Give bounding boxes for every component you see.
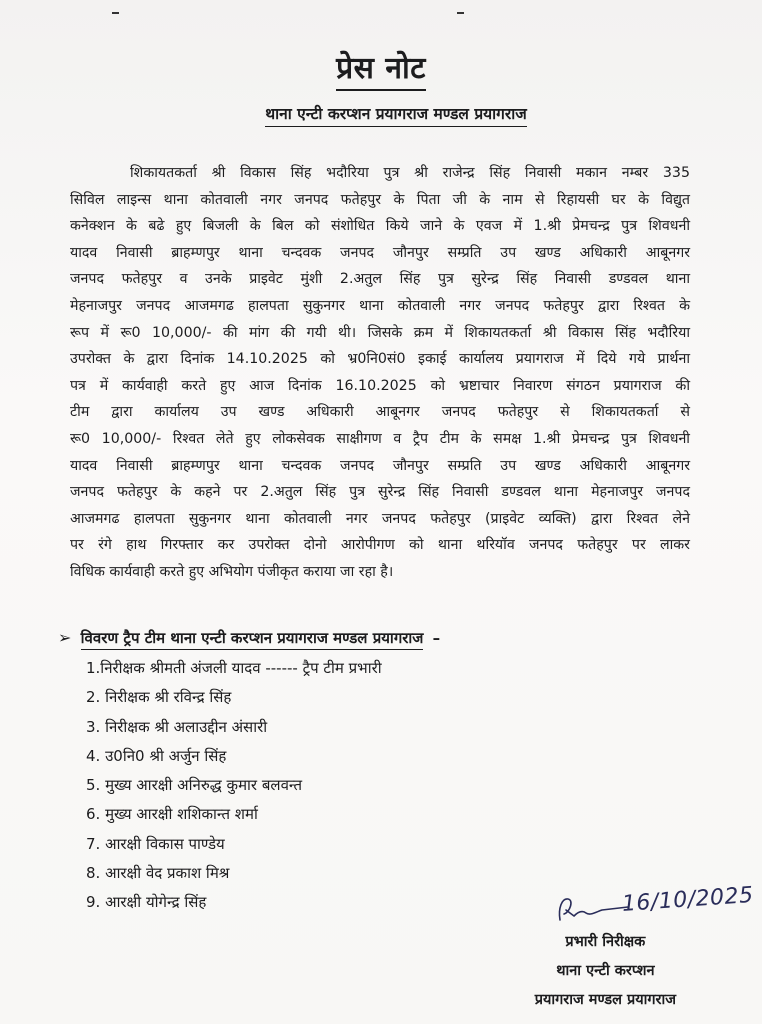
body-paragraph (70, 160, 690, 586)
document-subtitle-container (0, 102, 762, 127)
team-member-item: 9. आरक्षी योगेन्द्र सिंह (86, 893, 207, 912)
body-line: पत्र में कार्यवाही करते हुए आज दिनांक 16.10.2025 को भ्रष्टाचार निवारण संगठन प्रयागराज की (70, 377, 690, 394)
body-line: यादव निवासी ब्राहम्णपुर थाना चन्दवक जनपद जौनपुर सम्प्रति उप खण्ड अधिकारी आबूनगर (70, 457, 690, 474)
body-line: सिविल लाइन्स थाना कोतवाली नगर जनपद फतेहपुर के पिता जी के नाम से रिहायसी घर के विद्युत (70, 191, 690, 208)
signatory-location: प्रयागराज मण्डल प्रयागराज (534, 992, 676, 1008)
document-title-container (0, 46, 762, 91)
team-member-item: 8. आरक्षी वेद प्रकाश मिश्र (86, 864, 230, 883)
team-member-item: 3. निरीक्षक श्री अलाउद्दीन अंसारी (86, 717, 268, 736)
team-member-item: 4. उ0नि0 श्री अर्जुन सिंह (86, 746, 227, 765)
body-line: टीम द्वारा कार्यालय उप खण्ड अधिकारी आबूनगर जनपद फतेहपुर से शिकायतकर्ता से (70, 404, 690, 421)
body-line: यादव निवासी ब्राहम्णपुर थाना चन्दवक जनपद जौनपुर सम्प्रति उप खण्ड अधिकारी आबूनगर (70, 244, 690, 261)
body-line: रू0 10,000/- रिश्वत लेते हुए लोकसेवक साक्षीगण व ट्रैप टीम के समक्ष 1.श्री प्रेमचन्द्र पुत्र शिवधनी (70, 430, 690, 447)
trap-team-list (86, 654, 382, 918)
body-line: कनेक्शन के बढे हुए बिजली के बिल को संशोधित किये जाने के एवज में 1.श्री प्रेमचन्द्र पुत्र शिवधनी (70, 218, 690, 235)
signatory-office: थाना एन्टी करप्शन (556, 963, 655, 979)
team-member-item: 5. मुख्य आरक्षी अनिरुद्ध कुमार बलवन्त (86, 776, 303, 795)
signatory-block (535, 928, 676, 1015)
document-subtitle: थाना एन्टी करप्शन प्रयागराज मण्डल प्रयागराज (265, 102, 527, 127)
team-member-item: 6. मुख्य आरक्षी शशिकान्त शर्मा (86, 805, 258, 824)
arrow-bullet-icon: ➢ (58, 628, 72, 647)
trap-team-heading-text: विवरण ट्रैप टीम थाना एन्टी करप्शन प्रयागराज मण्डल प्रयागराज (81, 629, 424, 650)
team-member-item: 2. निरीक्षक श्री रविन्द्र सिंह (86, 688, 232, 707)
team-member-item: 1.निरीक्षक श्रीमती अंजली यादव ------ ट्रैप टीम प्रभारी (86, 659, 382, 677)
body-line: पर रंगे हाथ गिरफ्तार कर उपरोक्त दोनो आरोपीगण को थाना थरियॉव जनपद फतेहपुर पर लाकर (70, 537, 690, 554)
document-title: प्रेस नोट (336, 46, 426, 91)
body-line: रूप में रू0 10,000/- की मांग की गयी थी। जिसके क्रम में शिकायतकर्ता श्री विकास सिंह भदौरिया (70, 324, 690, 341)
scan-mark (112, 12, 119, 14)
handwritten-signature (552, 890, 632, 930)
scan-mark (457, 12, 464, 14)
team-member-item: 7. आरक्षी विकास पाण्डेय (86, 834, 225, 853)
body-line: शिकायतकर्ता श्री विकास सिंह भदौरिया पुत्र श्री राजेन्द्र सिंह निवासी मकान नम्बर 335 (130, 165, 690, 181)
signature-stroke (559, 899, 628, 920)
trap-team-heading-dash: – (432, 629, 441, 647)
body-line: जनपद फतेहपुर व उनके प्राइवेट मुंशी 2.अतुल सिंह पुत्र सुरेन्द्र सिंह निवासी डण्डवल थाना (70, 271, 690, 288)
body-line: विधिक कार्यवाही करते हुए अभियोग पंजीकृत कराया जा रहा है। (70, 563, 394, 580)
handwritten-date: 16/10/2025 (621, 882, 755, 917)
body-line: उपरोक्त के द्वारा दिनांक 14.10.2025 को भ्र0नि0सं0 इकाई कार्यालय प्रयागराज में दिये गये प्रार्थना (70, 351, 690, 368)
signatory-designation: प्रभारी निरीक्षक (565, 934, 646, 950)
body-line: आजमगढ हालपता सुकुनगर थाना कोतवाली नगर जनपद फतेहपुर (प्राइवेट व्यक्ति) द्वारा रिश्वत लेने (70, 510, 690, 527)
body-line: मेहनाजपुर जनपद आजमगढ हालपता सुकुनगर थाना कोतवाली नगर जनपद फतेहपुर द्वारा रिश्वत के (70, 297, 690, 314)
trap-team-heading (58, 628, 440, 648)
body-line: जनपद फतेहपुर के कहने पर 2.अतुल सिंह पुत्र सुरेन्द्र सिंह निवासी डण्डवल थाना मेहनाजपुर जनपद (70, 484, 690, 501)
